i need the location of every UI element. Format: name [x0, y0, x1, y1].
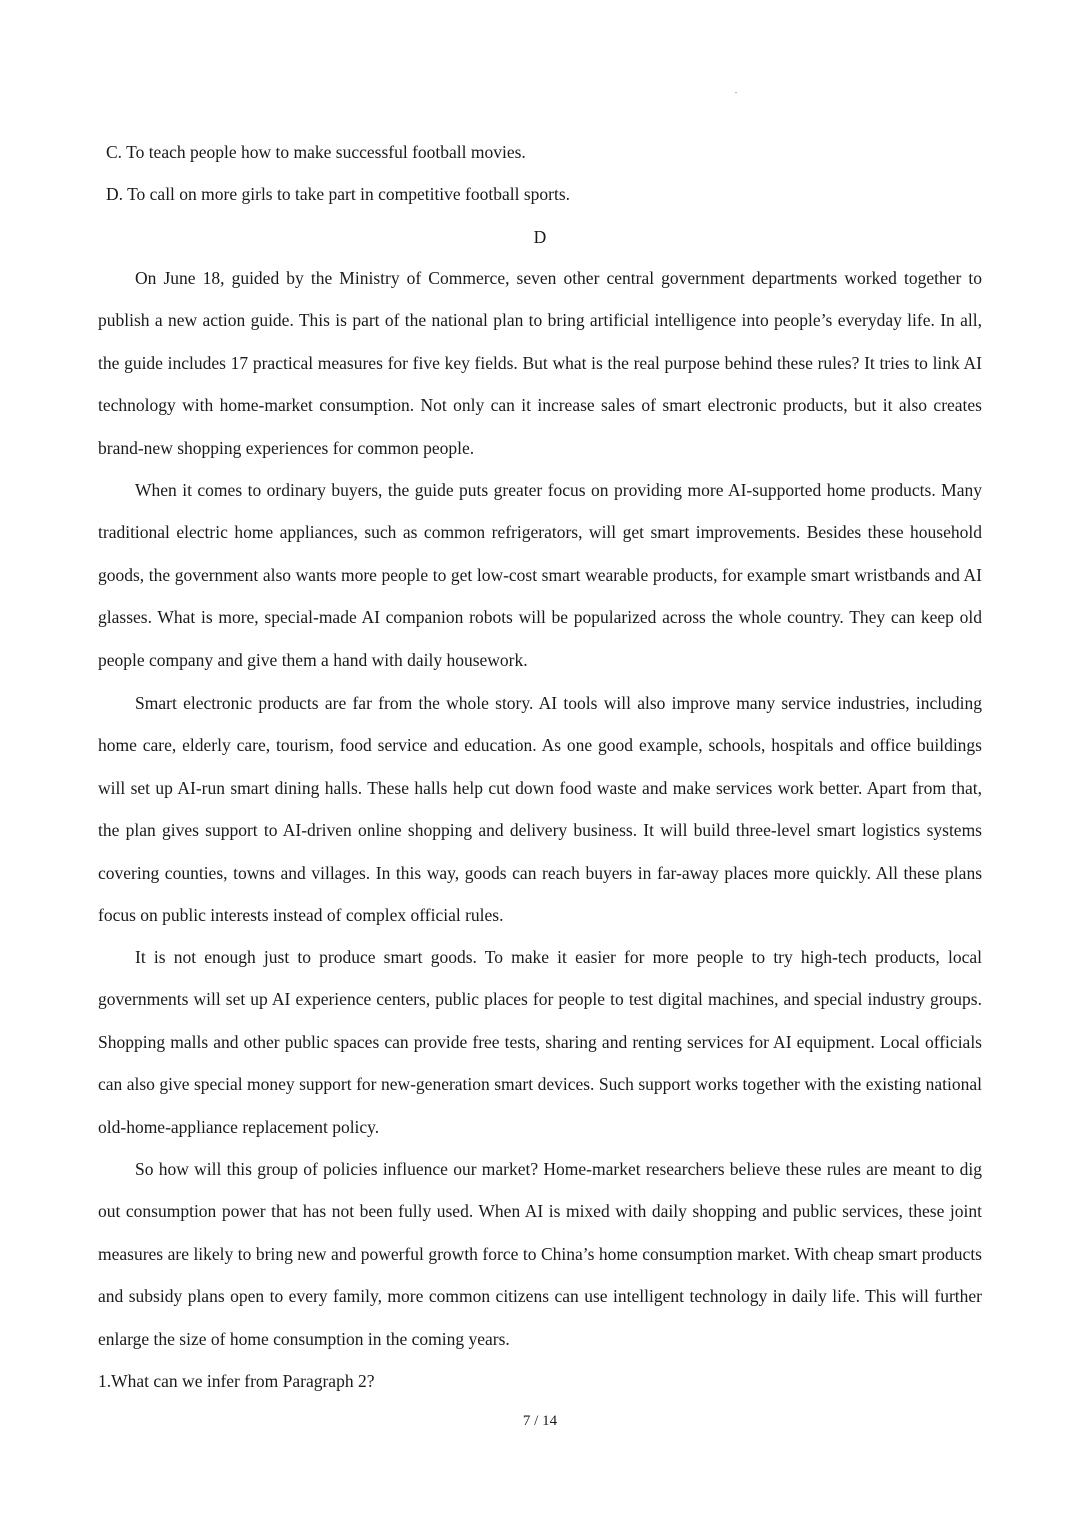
passage-paragraph-5: So how will this group of policies influence our market? Home-market researchers believe these rules are meant to dig out consumption power that has not been fully used. When AI is mixed with daily shopping and public services, these joint measures are likely to bring new and powerful growth force to China’s home consumption market. With cheap smart products and subsidy plans open to every family, more common citizens can use intelligent technology in daily life. This will further enlarge the size of home consumption in the coming years. [98, 1159, 982, 1349]
answer-option-d: D. To call on more girls to take part in competitive football sports. [106, 184, 571, 204]
passage-section-label: D [533, 227, 547, 247]
passage-paragraph-1: On June 18, guided by the Ministry of Commerce, seven other central government departments worked together to publish a new action guide. This is part of the national plan to bring artificial intelligence into people’s everyday life. In all, the guide includes 17 practical measures for five key fields. But what is the real purpose behind these rules? It tries to link AI technology with home-market consumption. Not only can it increase sales of smart electronic products, but it also creates brand-new shopping experiences for common people. [98, 268, 982, 458]
passage-paragraph-3: Smart electronic products are far from the whole story. AI tools will also improve many service industries, including home care, elderly care, tourism, food service and education. As one good example, schools, hospitals and office buildings will set up AI-run smart dining halls. These halls help cut down food waste and make services work better. Apart from that, the plan gives support to AI-driven online shopping and delivery business. It will build three-level smart logistics systems covering counties, towns and villages. In this way, goods can reach buyers in far-away places more quickly. All these plans focus on public interests instead of complex official rules. [98, 693, 982, 926]
answer-option-c: C. To teach people how to make successful football movies. [106, 142, 526, 162]
passage-paragraph-4: It is not enough just to produce smart goods. To make it easier for more people to try high-tech products, local governments will set up AI experience centers, public places for people to test digital machines, and special industry groups. Shopping malls and other public spaces can provide free tests, sharing and renting services for AI equipment. Local officials can also give special money support for new-generation smart devices. Such support works together with the existing national old-home-appliance replacement policy. [98, 947, 982, 1137]
scan-speck [735, 92, 737, 93]
question-1: 1.What can we infer from Paragraph 2? [98, 1371, 375, 1391]
passage-paragraph-2: When it comes to ordinary buyers, the guide puts greater focus on providing more AI-supported home products. Many traditional electric home appliances, such as common refrigerators, will get smart improvements. Besides these household goods, the government also wants more people to get low-cost smart wearable products, for example smart wristbands and AI glasses. What is more, special-made AI companion robots will be popularized across the whole country. They can keep old people company and give them a hand with daily housework. [98, 480, 982, 670]
page-number: 7 / 14 [522, 1413, 558, 1429]
